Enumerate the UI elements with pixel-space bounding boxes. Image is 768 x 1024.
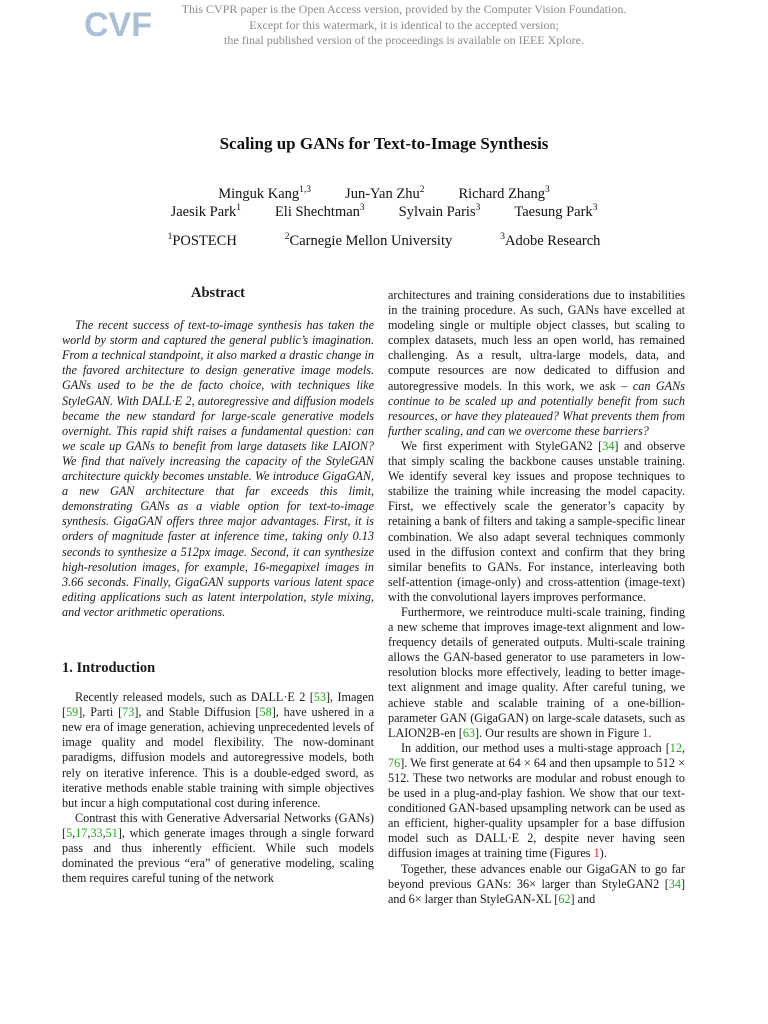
body-paragraph-4: In addition, our method uses a multi-stage approach [12, 76]. We first generate at 64 × 64 and then upsample to 512 × 512. These two networks are modular and robust enough to be used in a plug-and-play fashion. We show that our text-conditioned GAN-based upsampling network can be used as an efficient, higher-quality upsampler for a base diffusion model such as DALL·E 2, despite never having seen diffusion images at training time (Figures 1). [388, 740, 685, 861]
citation-link[interactable]: 62 [558, 891, 571, 906]
citation-link[interactable]: 58 [259, 705, 272, 720]
body-paragraph-3: Furthermore, we reintroduce multi-scale training, finding a new scheme that improves image-text alignment and low-frequency details of generated outputs. Multi-scale training allows the GAN-based generator to use parameters in low-resolution blocks more effectively, leading to better image-text alignment and image quality. After careful tuning, we achieve stable and scalable training of a one-billion-parameter GAN (GigaGAN) on large-scale datasets, such as LAION2B-en [63]. Our results are shown in Figure 1. [388, 604, 685, 740]
citation-link[interactable]: 73 [122, 705, 135, 720]
watermark-line-2: Except for this watermark, it is identical to the accepted version; [249, 17, 559, 32]
abstract-heading: Abstract [191, 285, 245, 301]
citation-link[interactable]: 12 [669, 740, 682, 755]
watermark-line-1: This CVPR paper is the Open Access version, provided by the Computer Vision Foundation. [181, 2, 627, 16]
author-name: Sylvain Paris$^3$ [398, 203, 481, 220]
author-line-1 [0, 186, 768, 203]
author-name: Jaesik Park$^1$ [170, 203, 241, 220]
citation-link[interactable]: 17 [75, 825, 88, 840]
figure-reference[interactable]: 1 [593, 846, 600, 861]
author-name: Eli Shechtman$^3$ [274, 203, 365, 220]
abstract-text: The recent success of text-to-image synthesis has taken the world by storm and captured the general public’s imagination. From a technical standpoint, it also marked a drastic change in the favored architecture to design generative image models. GANs used to be the de facto choice, with techniques like StyleGAN. With DALL·E 2, autoregressive and diffusion models became the new standard for large-scale generative models overnight. This rapid shift raises a fundamental question: can we scale up GANs to benefit from large datasets like LAION? We find that naïvely increasing the capacity of the StyleGAN architecture quickly becomes unstable. We introduce GigaGAN, a new GAN architecture that far exceeds this limit, demonstrating GANs as a viable option for text-to-image synthesis. GigaGAN offers three major advantages. First, it is orders of magnitude faster at inference time, taking only 0.13 seconds to synthesize a 512px image. Second, it can synthesize high-resolution images, for example, 16-megapixel images in 3.66 seconds. Finally, GigaGAN supports various latent space editing applications such as latent interpolation, style mixing, and vector arithmetic operations. [62, 318, 374, 619]
figure-reference[interactable]: 1 [642, 725, 649, 740]
research-question: can GANs continue to be scaled up and potentially benefit from such resources, or have they plateaued? What prevents them from further scaling, and can we overcome these barriers? [388, 378, 685, 438]
cvf-logo-text: CVF [84, 6, 152, 44]
body-paragraph-1: architectures and training considerations due to instabilities in the training procedure. As such, GANs have excelled at modeling single or multiple object classes, but scaling to complex datasets, much less an open world, has remained challenging. As a result, ultra-large models, data, and compute resources are now dedicated to diffusion and autoregressive models. In this work, we ask – can GANs continue to be scaled up and potentially benefit from such resources, or have they plateaued? What prevents them from further scaling, and can we overcome these barriers? [388, 288, 685, 438]
intro-paragraph-1: Recently released models, such as DALL·E 2 [53], Imagen [59], Parti [73], and Stable Diffusion [58], have ushered in a new era of image generation, achieving unprecedented levels of image quality and model flexibility. The now-dominant paradigms, diffusion models and autoregressive models, both rely on iterative inference. This is a double-edged sword, as iterative methods enable stable training with simple objectives but incur a high computational cost during inference. [62, 690, 375, 810]
citation-link[interactable]: 59 [66, 705, 79, 720]
introduction-heading: 1. Introduction [62, 659, 156, 676]
left-column [62, 286, 374, 886]
affiliation: $^3$Adobe Research [500, 232, 601, 249]
citation-link[interactable]: 63 [462, 725, 475, 740]
paper-title: Scaling up GANs for Text-to-Image Synthesis [219, 134, 549, 153]
affiliations [0, 233, 768, 250]
right-column [388, 288, 685, 907]
citation-link[interactable]: 76 [388, 755, 401, 770]
body-paragraph-5: Together, these advances enable our GigaGAN to go far beyond previous GANs: 36× larger than StyleGAN2 [34] and 6× larger than StyleGAN-XL [62] and [388, 861, 685, 906]
citation-link[interactable]: 5 [66, 825, 73, 840]
affiliation: $^1$POSTECH [167, 232, 237, 249]
watermark-line-3: the final published version of the proceedings is available on IEEE Xplore. [224, 33, 584, 47]
author-name: Richard Zhang$^3$ [458, 185, 550, 202]
author-line-2 [0, 204, 768, 221]
citation-link[interactable]: 34 [668, 876, 681, 891]
author-name: Taesung Park$^3$ [514, 203, 598, 220]
citation-link[interactable]: 34 [602, 438, 615, 453]
author-name: Jun-Yan Zhu$^2$ [345, 185, 425, 202]
citation-link[interactable]: 51 [105, 825, 118, 840]
affiliation: $^2$Carnegie Mellon University [284, 232, 453, 249]
citation-link[interactable]: 53 [313, 690, 326, 705]
body-paragraph-2: We first experiment with StyleGAN2 [34] and observe that simply scaling the backbone causes unstable training. We identify several key issues and propose techniques to stabilize the training while increasing the model capacity. First, we effectively scale the generator’s capacity by retaining a bank of filters and taking a sample-specific linear combination. We also adapt several techniques commonly used in the diffusion context and confirm that they bring similar benefits to GANs. For instance, interleaving both self-attention (image-only) and cross-attention (image-text) with the convolutional layers improves performance. [388, 438, 686, 604]
open-access-watermark [0, 2, 768, 49]
author-name: Minguk Kang$^{1,3}$ [218, 185, 312, 202]
citation-link[interactable]: 33 [90, 825, 103, 840]
intro-paragraph-2: Contrast this with Generative Adversarial Networks (GANs) [5,17,33,51], which generate images through a single forward pass and thus inherently efficient. While such models dominated the previous “era” of generative modeling, scaling them requires careful tuning of the network [62, 810, 374, 886]
